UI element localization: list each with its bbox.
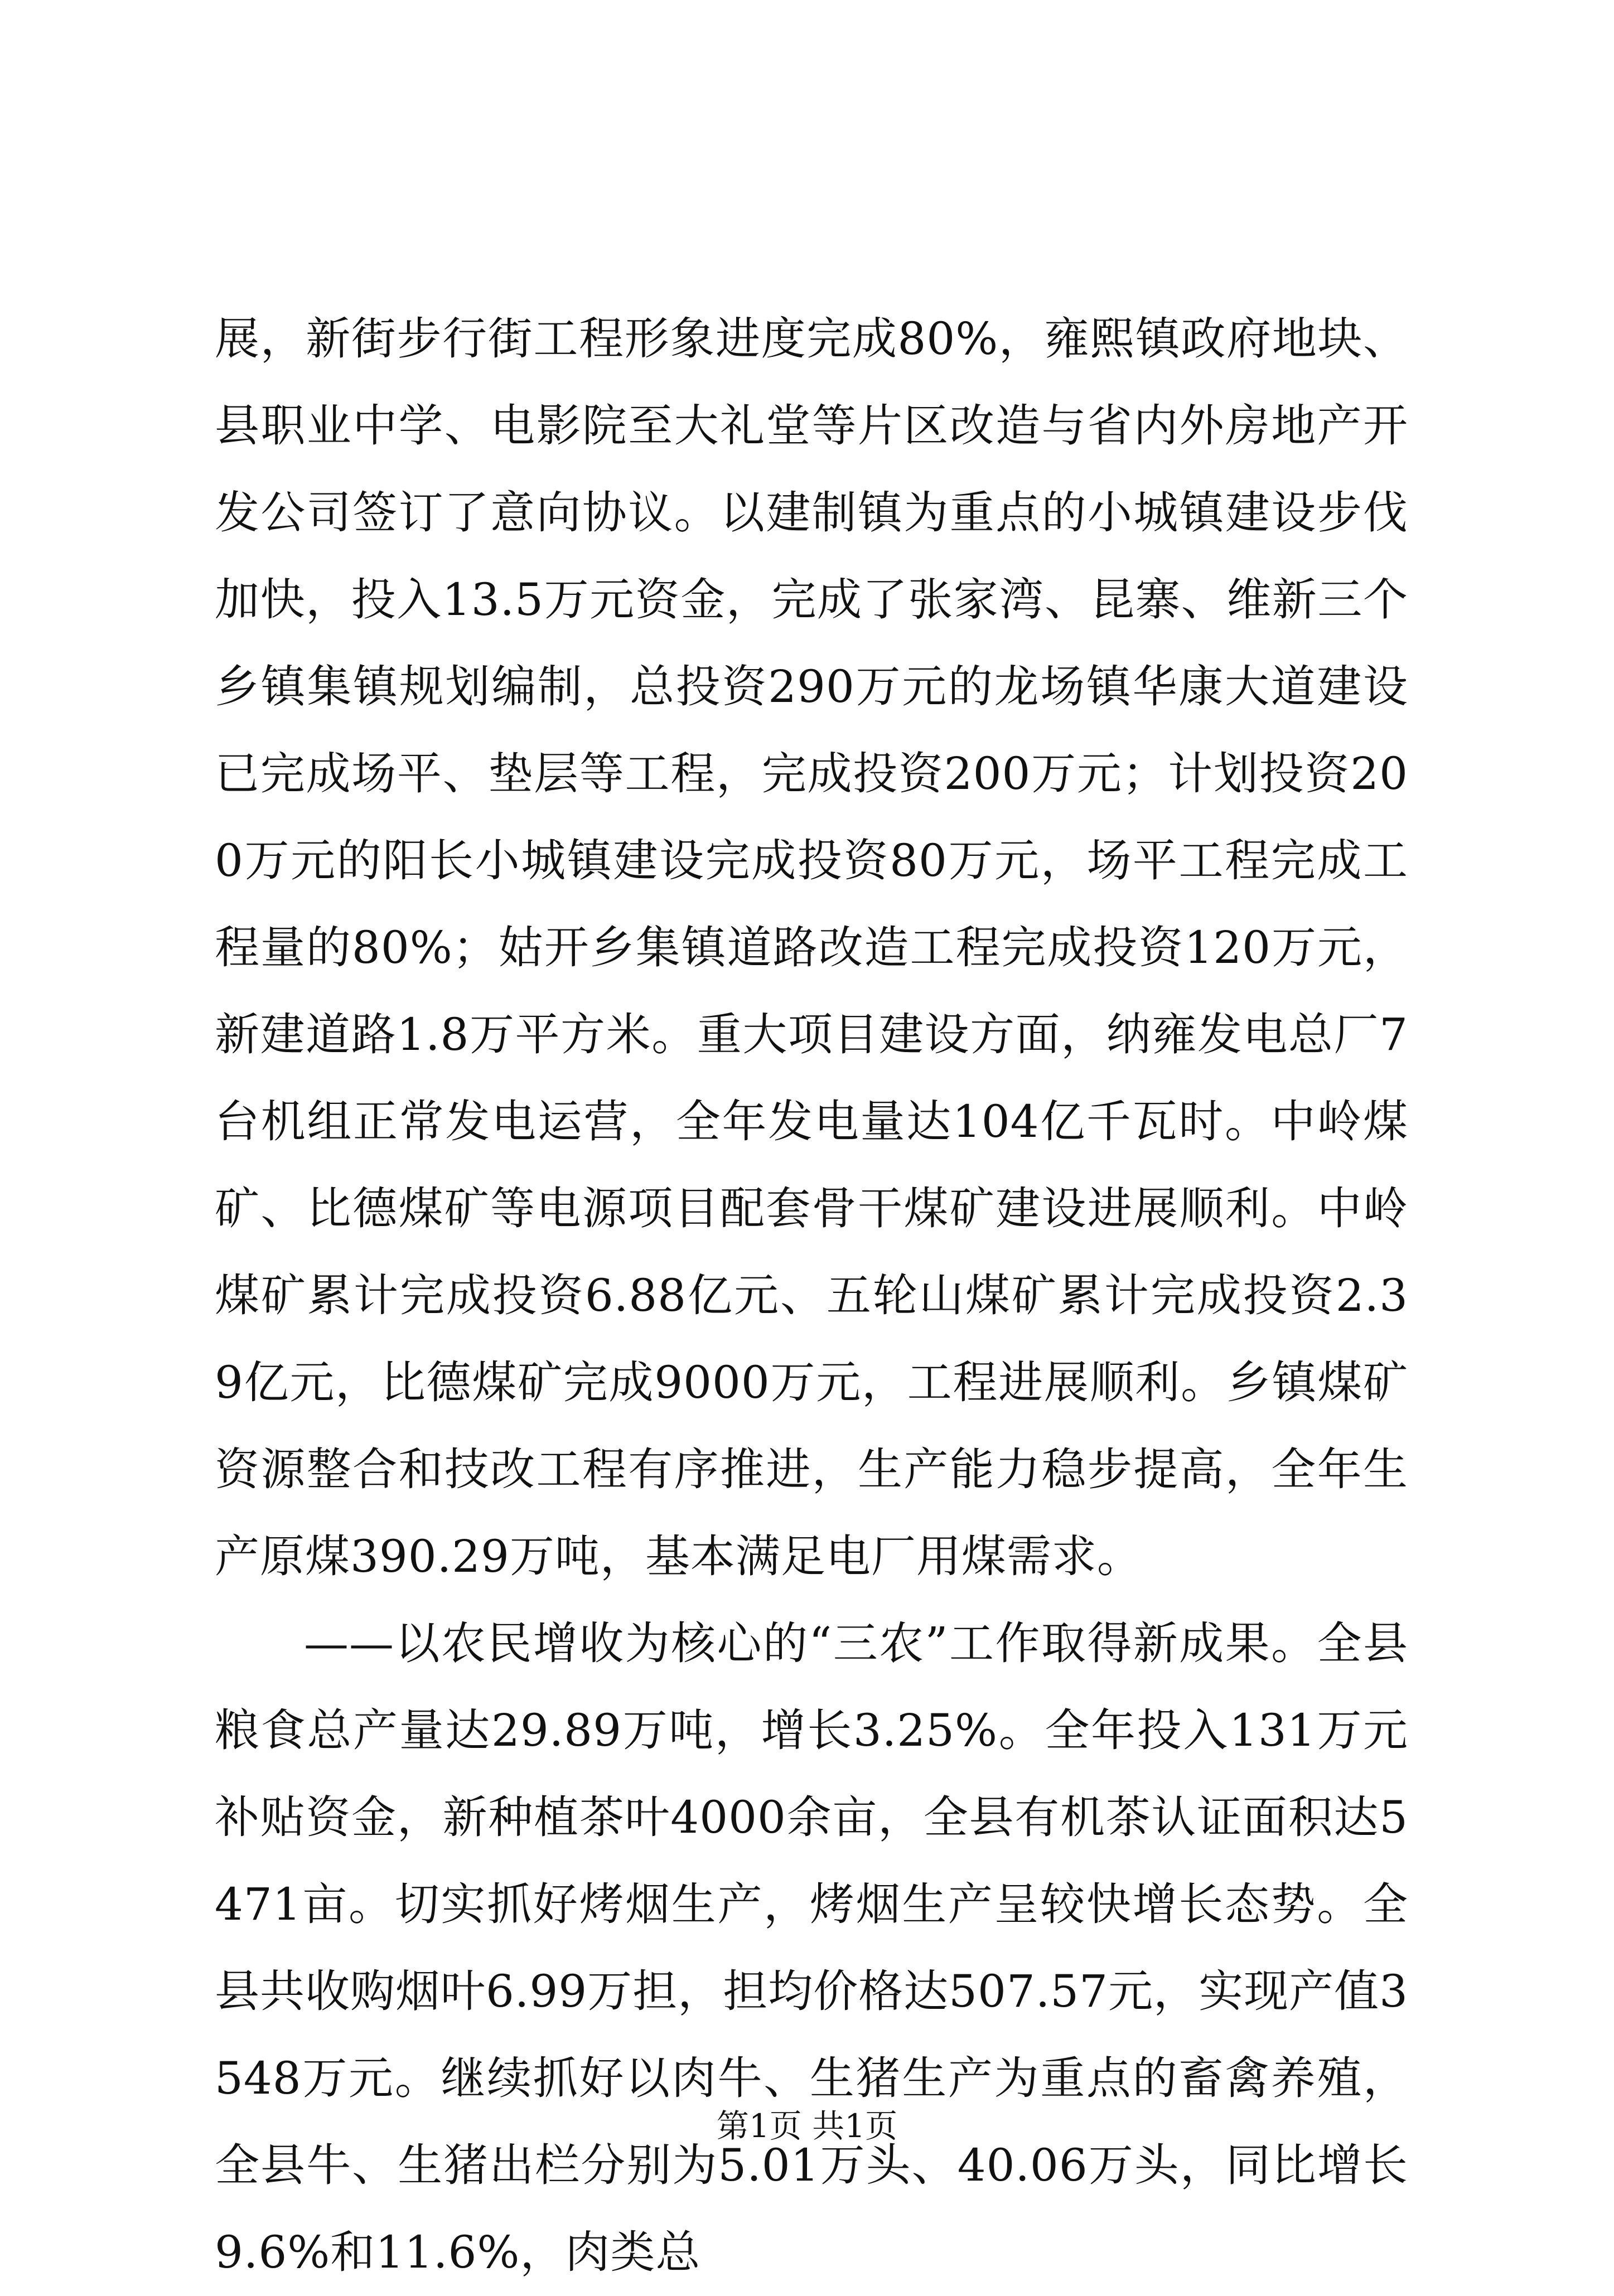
page-footer: 第1页 共1页: [716, 2107, 898, 2145]
paragraph-agriculture: ——以农民增收为核心的“三农”工作取得新成果。全县粮食总产量达29.89万吨，增长3.25%。全年投入131万元补贴资金，新种植茶叶4000余亩，全县有机茶认证面积达5471亩。切实抓好烤烟生产，烤烟生产呈较快增长态势。全县共收购烟叶6.99万担，担均价格达507.57元，实现产值3548万元。继续抓好以肉牛、生猪生产为重点的畜禽养殖，全县牛、生猪出栏分别为5.01万头、40.06万头，同比增长9.6%和11.6%，肉类总: [215, 1617, 1408, 2278]
paragraph-continuation: 展，新街步行街工程形象进度完成80%，雍熙镇政府地块、县职业中学、电影院至大礼堂等片区改造与省内外房地产开发公司签订了意向协议。以建制镇为重点的小城镇建设步伐加快，投入13.5万元资金，完成了张家湾、昆寨、维新三个乡镇集镇规划编制，总投资290万元的龙场镇华康大道建设已完成场平、垫层等工程，完成投资200万元；计划投资200万元的阳长小城镇建设完成投资80万元，场平工程完成工程量的80%；姑开乡集镇道路改造工程完成投资120万元，新建道路1.8万平方米。重大项目建设方面，纳雍发电总厂7台机组正常发电运营，全年发电量达104亿千瓦时。中岭煤矿、比德煤矿等电源项目配套骨干煤矿建设进展顺利。中岭煤矿累计完成投资6.88亿元、五轮山煤矿累计完成投资2.39亿元，比德煤矿完成9000万元，工程进展顺利。乡镇煤矿资源整合和技改工程有序推进，生产能力稳步提高，全年生产原煤390.29万吨，基本满足电厂用煤需求。: [215, 313, 1408, 1582]
document-body: [215, 296, 1408, 2296]
